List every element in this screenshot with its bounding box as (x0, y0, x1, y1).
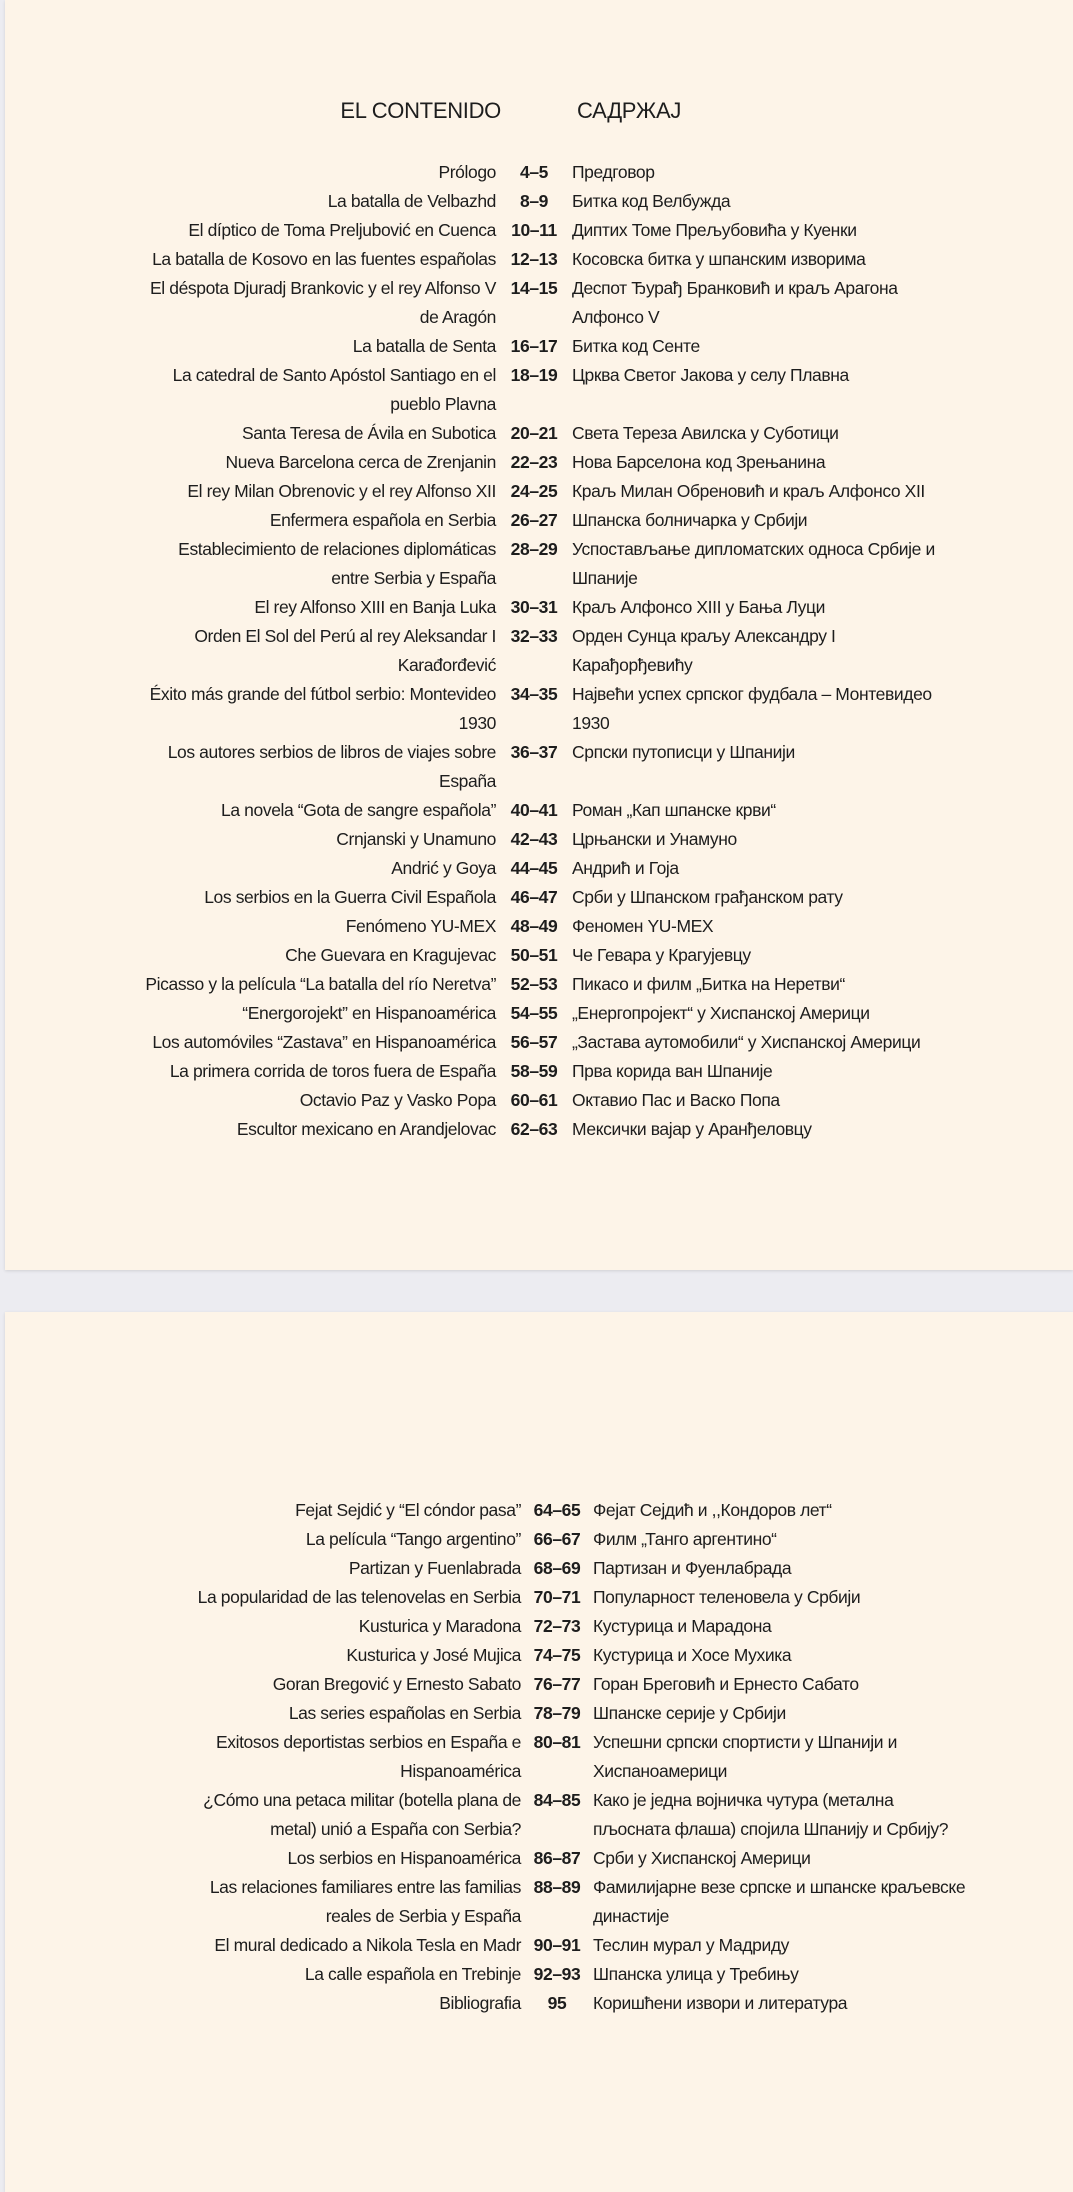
toc-title-spanish: Escultor mexicano en Arandjelovac (236, 1119, 496, 1139)
toc-title-serbian: Битка код Велбужда (572, 191, 731, 211)
toc-entry (195, 1728, 973, 1786)
toc-entry (140, 796, 952, 825)
toc-entry (140, 158, 952, 187)
toc-title-serbian: Битка код Сенте (572, 336, 700, 356)
toc-title-serbian: Кустурица и Хосе Мухика (593, 1645, 792, 1665)
toc-title-serbian: Успостављање дипломатских односа Србије и Шпаније (572, 539, 935, 588)
toc-entry (140, 535, 952, 593)
toc-title-spanish: La película “Tango argentino” (305, 1529, 521, 1549)
toc-title-serbian: Феномен YU-MEX (572, 916, 714, 936)
toc-entry (195, 1786, 973, 1844)
toc-title-spanish: Nueva Barcelona cerca de Zrenjanin (225, 452, 496, 472)
toc-entry (195, 1554, 973, 1583)
toc-title-spanish: El rey Alfonso XIII en Banja Luka (254, 597, 496, 617)
toc-title-spanish: Prólogo (438, 162, 496, 182)
toc-title-spanish: Santa Teresa de Ávila en Subotica (241, 423, 496, 443)
toc-entry (140, 912, 952, 941)
toc-page-range: 40–41 (510, 800, 558, 820)
toc-title-serbian: Црква Светог Јакова у селу Плавна (572, 365, 849, 385)
toc-page-range: 72–73 (533, 1616, 581, 1636)
toc-title-spanish: Las series españolas en Serbia (288, 1703, 521, 1723)
toc-entry (140, 825, 952, 854)
toc-entry (140, 854, 952, 883)
toc-title-spanish: Enfermera española en Serbia (269, 510, 496, 530)
toc-title-spanish: Los serbios en Hispanoamérica (287, 1848, 521, 1868)
toc-title-serbian: Срби у Хиспанској Америци (593, 1848, 811, 1868)
toc-page-range: 22–23 (510, 452, 558, 472)
toc-title-serbian: Партизан и Фуенлабрада (593, 1558, 792, 1578)
toc-title-serbian: Фамилијарне везе српске и шпанске краљевске династије (593, 1877, 966, 1926)
toc-entry (195, 1873, 973, 1931)
toc-page-range: 4–5 (520, 162, 548, 182)
toc-title-spanish: La calle española en Trebinje (304, 1964, 521, 1984)
toc-entry (140, 680, 952, 738)
toc-title-serbian: Краљ Алфонсо XIII у Бања Луци (572, 597, 825, 617)
toc-page-range: 32–33 (510, 626, 558, 646)
toc-title-serbian: Срби у Шпанском грађанском рату (572, 887, 843, 907)
toc-title-spanish: Picasso y la película “La batalla del río Neretva” (145, 974, 496, 994)
toc-title-serbian: Шпанске серије у Србији (593, 1703, 786, 1723)
toc-entry (140, 1086, 952, 1115)
toc-entry (140, 361, 952, 419)
toc-page-range: 78–79 (533, 1703, 581, 1723)
toc-entry (140, 448, 952, 477)
toc-page-range: 92–93 (533, 1964, 581, 1984)
toc-title-spanish: Che Guevara en Kragujevac (285, 945, 496, 965)
toc-page-range: 24–25 (510, 481, 558, 501)
toc-page-range: 16–17 (510, 336, 558, 356)
toc-entry (140, 419, 952, 448)
toc-entry (195, 1583, 973, 1612)
toc-page-range: 48–49 (510, 916, 558, 936)
toc-title-spanish: Partizan y Fuenlabrada (348, 1558, 521, 1578)
toc-page-range: 36–37 (510, 742, 558, 762)
toc-title-serbian: Предговор (572, 162, 655, 182)
toc-page-range: 64–65 (533, 1500, 581, 1520)
toc-entry (140, 216, 952, 245)
toc-title-spanish: Kusturica y José Mujica (346, 1645, 521, 1665)
heading-spanish: EL CONTENIDO (340, 98, 501, 123)
toc-entry (140, 477, 952, 506)
toc-title-spanish: La batalla de Kosovo en las fuentes españolas (152, 249, 496, 269)
toc-page-range: 95 (547, 1993, 567, 2013)
toc-title-serbian: Горан Бреговић и Ернесто Сабато (593, 1674, 859, 1694)
toc-page-range: 44–45 (510, 858, 558, 878)
toc-title-serbian: Успешни српски спортисти у Шпанији и Хиспаноамерици (593, 1732, 897, 1781)
toc-page-range: 52–53 (510, 974, 558, 994)
toc-entry (195, 1931, 973, 1960)
toc-page-range: 70–71 (533, 1587, 581, 1607)
toc-entry (140, 738, 952, 796)
toc-title-spanish: Andrić y Goya (391, 858, 496, 878)
toc-title-spanish: La primera corrida de toros fuera de España (169, 1061, 496, 1081)
toc-title-spanish: La catedral de Santo Apóstol Santiago en el pueblo Plavna (172, 365, 496, 414)
toc-entry (140, 245, 952, 274)
toc-page-range: 58–59 (510, 1061, 558, 1081)
toc-title-serbian: Црњански и Унамуно (572, 829, 737, 849)
toc-title-spanish: Kusturica y Maradona (358, 1616, 521, 1636)
toc-title-serbian: Шпанска болничарка у Србији (572, 510, 808, 530)
toc-page-range: 12–13 (510, 249, 558, 269)
toc-title-serbian: Популарност теленовела у Србији (593, 1587, 861, 1607)
toc-title-serbian: „Енергопројект“ у Хиспанској Америци (572, 1003, 870, 1023)
toc-entry (140, 941, 952, 970)
toc-entry (195, 1670, 973, 1699)
toc-title-spanish: El mural dedicado a Nikola Tesla en Madr (214, 1935, 521, 1955)
toc-title-spanish: ¿Cómo una petaca militar (botella plana de metal) unió a España con Serbia? (203, 1790, 521, 1839)
toc-title-serbian: Че Гевара у Крагујевцу (572, 945, 751, 965)
toc-title-serbian: Прва корида ван Шпаније (572, 1061, 773, 1081)
toc-title-serbian: Како је једна војничка чутура (метална пљосната флаша) спојила Шпанију и Србију? (593, 1790, 949, 1839)
toc-page-range: 60–61 (510, 1090, 558, 1110)
toc-title-serbian: Фејат Сејдић и ,,Кондоров лет“ (593, 1500, 832, 1520)
toc-entry (140, 506, 952, 535)
toc-page-range: 8–9 (520, 191, 548, 211)
toc-entry (195, 1699, 973, 1728)
toc-title-spanish: Orden El Sol del Perú al rey Aleksandar I Karađorđević (194, 626, 496, 675)
toc-entry (195, 1496, 973, 1525)
toc-entry (195, 1844, 973, 1873)
toc-entry (140, 970, 952, 999)
toc-title-serbian: Нова Барселона код Зрењанина (572, 452, 826, 472)
toc-title-serbian: Света Тереза Авилска у Суботици (572, 423, 839, 443)
toc-title-serbian: Деспот Ђурађ Бранковић и краљ Арагона Алфонсо V (572, 278, 898, 327)
toc-entry (195, 1960, 973, 1989)
toc-headings (145, 98, 957, 124)
toc-entry (140, 999, 952, 1028)
table-of-contents-page-2 (195, 1496, 973, 2018)
toc-page-range: 62–63 (510, 1119, 558, 1139)
toc-title-serbian: Мексички вајар у Аранђеловцу (572, 1119, 812, 1139)
toc-page-range: 56–57 (510, 1032, 558, 1052)
toc-title-spanish: Las relaciones familiares entre las familias reales de Serbia y España (209, 1877, 521, 1926)
toc-entry (140, 1057, 952, 1086)
toc-title-serbian: Кустурица и Марадона (593, 1616, 772, 1636)
toc-title-spanish: Octavio Paz y Vasko Popa (299, 1090, 496, 1110)
toc-page-range: 50–51 (510, 945, 558, 965)
toc-title-serbian: Роман „Кап шпанске крви“ (572, 800, 776, 820)
toc-page-range: 68–69 (533, 1558, 581, 1578)
toc-page-range: 14–15 (510, 278, 558, 298)
toc-title-spanish: La batalla de Senta (352, 336, 496, 356)
toc-page-range: 84–85 (533, 1790, 581, 1810)
toc-entry (195, 1525, 973, 1554)
toc-title-serbian: Краљ Милан Обреновић и краљ Алфонсо XII (572, 481, 925, 501)
toc-entry (140, 1115, 952, 1144)
toc-title-serbian: Теслин мурал у Мадриду (593, 1935, 790, 1955)
toc-title-spanish: La popularidad de las telenovelas en Serbia (197, 1587, 521, 1607)
toc-title-spanish: Exitosos deportistas serbios en España e Hispanoamérica (215, 1732, 521, 1781)
toc-page-range: 20–21 (510, 423, 558, 443)
toc-entry (195, 1641, 973, 1670)
toc-page-range: 18–19 (510, 365, 558, 385)
toc-title-spanish: Los autores serbios de libros de viajes sobre España (167, 742, 496, 791)
toc-title-spanish: La batalla de Velbazhd (327, 191, 496, 211)
toc-page-range: 30–31 (510, 597, 558, 617)
toc-title-spanish: Los serbios en la Guerra Civil Española (204, 887, 496, 907)
toc-title-serbian: Филм „Танго аргентино“ (593, 1529, 777, 1549)
toc-title-spanish: El díptico de Toma Preljubović en Cuenca (188, 220, 496, 240)
toc-title-serbian: Коришћени извори и литература (593, 1993, 848, 2013)
toc-entry (140, 1028, 952, 1057)
toc-entry (140, 622, 952, 680)
toc-title-spanish: La novela “Gota de sangre española” (221, 800, 496, 820)
toc-page-range: 34–35 (510, 684, 558, 704)
toc-entry (140, 187, 952, 216)
toc-title-serbian: Највећи успех српског фудбала – Монтевидео 1930 (572, 684, 932, 733)
toc-title-serbian: Диптих Томе Прељубовића у Куенки (572, 220, 857, 240)
toc-title-serbian: Пикасо и филм „Битка на Неретви“ (572, 974, 845, 994)
toc-entry (140, 332, 952, 361)
toc-page-range: 74–75 (533, 1645, 581, 1665)
toc-title-spanish: Goran Bregović y Ernesto Sabato (272, 1674, 521, 1694)
toc-title-serbian: Орден Сунца краљу Александру I Карађорђевићу (572, 626, 836, 675)
toc-title-spanish: El rey Milan Obrenovic y el rey Alfonso XII (187, 481, 496, 501)
toc-title-serbian: Октавио Пас и Васко Попа (572, 1090, 780, 1110)
toc-page-range: 86–87 (533, 1848, 581, 1868)
heading-serbian: САДРЖАЈ (577, 98, 682, 123)
toc-title-spanish: Bibliografia (439, 1993, 521, 2013)
toc-entry (195, 1989, 973, 2018)
toc-page-range: 54–55 (510, 1003, 558, 1023)
toc-page-range: 76–77 (533, 1674, 581, 1694)
toc-title-spanish: Éxito más grande del fútbol serbio: Montevideo 1930 (149, 684, 496, 733)
toc-title-spanish: Fejat Sejdić y “El cóndor pasa” (295, 1500, 521, 1520)
table-of-contents-page-1 (140, 158, 952, 1144)
toc-page-range: 26–27 (510, 510, 558, 530)
toc-page-range: 42–43 (510, 829, 558, 849)
toc-entry (140, 883, 952, 912)
toc-title-spanish: Fenómeno YU-MEX (345, 916, 496, 936)
toc-page-range: 10–11 (511, 220, 557, 240)
toc-title-serbian: Шпанска улица у Требињу (593, 1964, 799, 1984)
toc-page-range: 88–89 (533, 1877, 581, 1897)
toc-title-serbian: „Застава аутомобили“ у Хиспанској Америци (572, 1032, 921, 1052)
toc-page-range: 46–47 (510, 887, 558, 907)
toc-title-spanish: Los automóviles “Zastava” en Hispanoamérica (152, 1032, 496, 1052)
toc-page-range: 66–67 (533, 1529, 581, 1549)
toc-entry (140, 274, 952, 332)
toc-page-range: 80–81 (533, 1732, 581, 1752)
toc-title-spanish: Crnjanski y Unamuno (336, 829, 496, 849)
toc-title-spanish: Establecimiento de relaciones diplomáticas entre Serbia y España (178, 539, 496, 588)
toc-entry (140, 593, 952, 622)
toc-title-serbian: Андрић и Гоја (572, 858, 679, 878)
toc-title-spanish: El déspota Djuradj Brankovic y el rey Alfonso V de Aragón (150, 278, 496, 327)
toc-entry (195, 1612, 973, 1641)
toc-title-spanish: “Energorojekt” en Hispanoamérica (242, 1003, 496, 1023)
toc-title-serbian: Косовска битка у шпанским изворима (572, 249, 866, 269)
toc-title-serbian: Српски путописци у Шпанији (572, 742, 795, 762)
toc-page-range: 28–29 (510, 539, 558, 559)
toc-page-range: 90–91 (533, 1935, 581, 1955)
